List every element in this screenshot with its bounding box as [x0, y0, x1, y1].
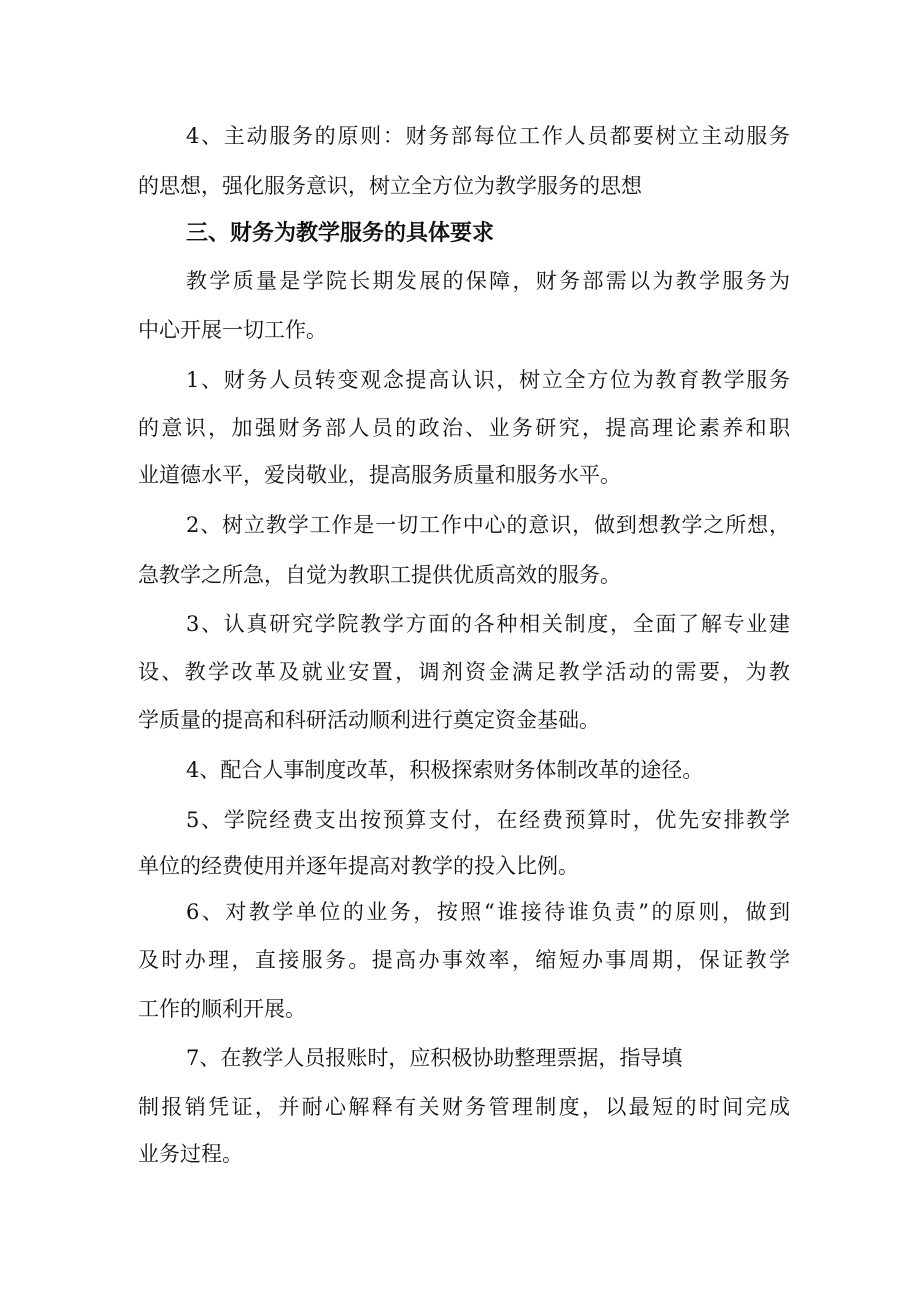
text-line: 单位的经费使用并逐年提高对教学的投入比例。 [138, 854, 579, 878]
text-line: 制报销凭证，并耐心解释有关财务管理制度，以最短的时间完成 [138, 1095, 790, 1119]
text-line: 业道德水平，爱岗敬业，提高服务质量和服务水平。 [138, 463, 621, 487]
text-line: 工作的顺利开展。 [138, 997, 306, 1021]
text-line: 及时办理，直接服务。提高办事效率，缩短办事周期，保证教学 [138, 948, 790, 972]
text-line: 4、主动服务的原则：财务部每位工作人员都要树立主动服务 [186, 124, 790, 148]
text-line: 3、认真研究学院教学方面的各种相关制度，全面了解专业建 [186, 612, 790, 636]
text-line: 1、财务人员转变观念提高认识，树立全方位为教育教学服务 [186, 368, 790, 392]
text-line: 6、对教学单位的业务，按照“谁接待谁负责”的原则，做到 [186, 900, 790, 924]
text-line: 业务过程。 [138, 1142, 243, 1166]
section-heading: 三、财务为教学服务的具体要求 [186, 221, 495, 246]
text-line: 学质量的提高和科研活动顺利进行奠定资金基础。 [138, 708, 600, 732]
text-line: 教学质量是学院长期发展的保障，财务部需以为教学服务为 [186, 269, 790, 293]
text-line: 设、教学改革及就业安置，调剂资金满足教学活动的需要，为教 [138, 660, 790, 684]
text-line: 急教学之所急，自觉为教职工提供优质高效的服务。 [138, 563, 621, 587]
text-line: 中心开展一切工作。 [138, 318, 327, 342]
text-line: 的思想，强化服务意识，树立全方位为教学服务的思想 [138, 174, 642, 198]
text-line: 的意识，加强财务部人员的政治、业务研究，提高理论素养和职 [138, 416, 790, 440]
text-line: 7、在教学人员报账时，应积极协助整理票据，指导填 [186, 1046, 683, 1070]
text-line: 2、树立教学工作是一切工作中心的意识，做到想教学之所想， [186, 513, 790, 537]
text-line: 5、学院经费支出按预算支付，在经费预算时，优先安排教学 [186, 808, 790, 832]
text-line: 4、配合人事制度改革，积极探索财务体制改革的途径。 [186, 758, 704, 782]
